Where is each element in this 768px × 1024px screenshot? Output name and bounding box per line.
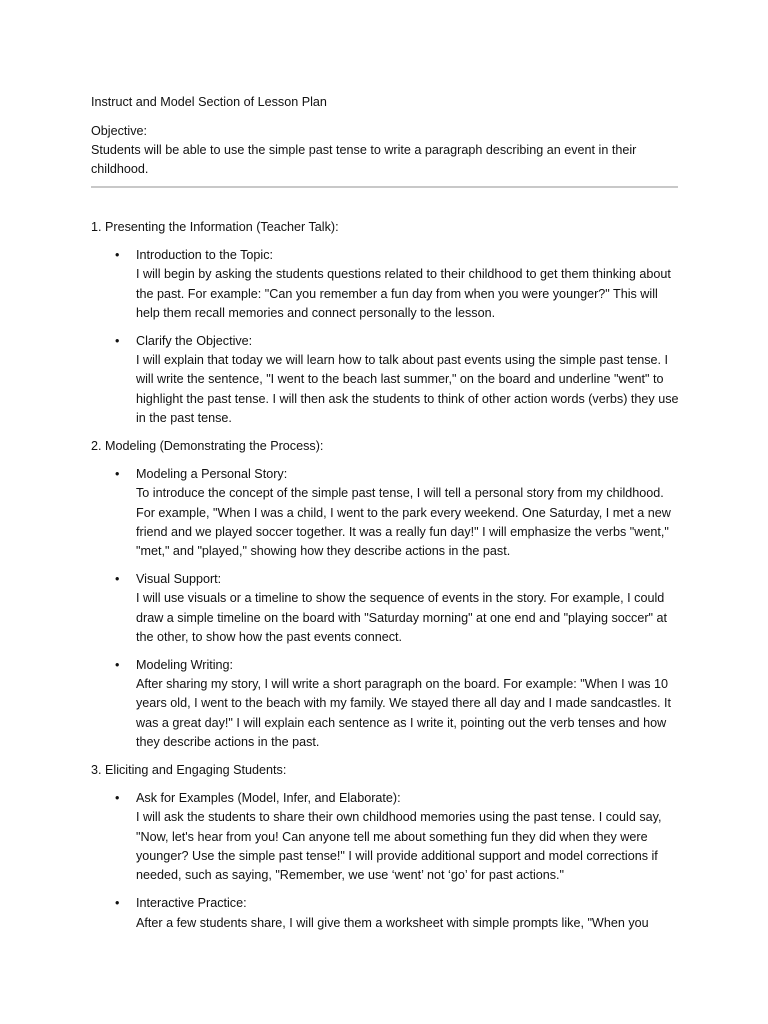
bullet-dot-icon: •: [115, 467, 120, 482]
item-body: After a few students share, I will give them a worksheet with simple prompts like, "When you: [136, 915, 649, 930]
bullet-dot-icon: •: [115, 572, 120, 587]
item-title: Ask for Examples (Model, Infer, and Elaborate):: [136, 791, 401, 806]
horizontal-divider: [91, 186, 678, 188]
bullet-dot-icon: •: [115, 658, 120, 673]
list-item: [91, 789, 691, 885]
item-body: To introduce the concept of the simple past tense, I will tell a personal story from my childhood. For example, "When I was a child, I went to the park every weekend. One Saturday, I met a new friend and we played soccer together. It was a really fun day!" I will emphasize the verbs "went," "met," and "played," showing how they describe actions in the past.: [136, 486, 671, 559]
item-title: Clarify the Objective:: [136, 334, 253, 349]
item-title: Introduction to the Topic:: [136, 248, 273, 263]
bullet-dot-icon: •: [115, 334, 120, 349]
bullet-dot-icon: •: [115, 896, 120, 911]
section-presenting: [91, 218, 691, 428]
section-modeling: [91, 437, 691, 752]
bullet-list: [91, 246, 691, 428]
bullet-list: [91, 465, 691, 752]
item-title: Modeling a Personal Story:: [136, 467, 288, 482]
bullet-dot-icon: •: [115, 791, 120, 806]
section-heading: 2. Modeling (Demonstrating the Process):: [91, 439, 324, 454]
item-body: I will use visuals or a timeline to show the sequence of events in the story. For example, I could draw a simple timeline on the board with "Saturday morning" at one end and "playing soccer" at the other, to show how the past events connect.: [136, 591, 668, 644]
bullet-dot-icon: •: [115, 248, 120, 263]
list-item: [91, 894, 691, 932]
item-title: Modeling Writing:: [136, 658, 234, 673]
item-body: I will ask the students to share their own childhood memories using the past tense. I could say, "Now, let's hear from you! Can anyone tell me about something fun they did when they were younger? Use the simple past tense!" I will provide additional support and model corrections if needed, such as saying, "Remember, we use ‘went’ not ‘go’ for past actions.": [136, 810, 662, 883]
document-title: Instruct and Model Section of Lesson Plan: [91, 95, 327, 109]
list-item: [91, 332, 691, 428]
list-item: [91, 465, 691, 561]
item-body: After sharing my story, I will write a short paragraph on the board. For example: "When I was 10 years old, I went to the beach with my family. We stayed there all day and I made sandcastles. It was a great day!" I will explain each sentence as I write it, pointing out the verb tenses and how they describe actions in the past.: [136, 677, 672, 749]
item-title: Visual Support:: [136, 572, 222, 587]
list-item: [91, 570, 691, 647]
objective-label: Objective:: [91, 124, 147, 138]
item-title: Interactive Practice:: [136, 896, 247, 911]
item-body: I will begin by asking the students questions related to their childhood to get them thinking about the past. For example: "Can you remember a fun day from when you were younger?" This will help them recall memories and connect personally to the lesson.: [136, 267, 671, 320]
objective-text: Students will be able to use the simple past tense to write a paragraph describing an event in their childhood.: [91, 143, 637, 177]
list-item: [91, 656, 691, 752]
section-heading: 3. Eliciting and Engaging Students:: [91, 763, 287, 778]
section-heading: 1. Presenting the Information (Teacher Talk):: [91, 220, 339, 234]
item-body: I will explain that today we will learn how to talk about past events using the simple past tense. I will write the sentence, "I went to the beach last summer," on the board and underline "went" to highlight the past tense. I will then ask the students to think of other action words (verbs) they use in the past tense.: [136, 353, 679, 425]
section-eliciting: [91, 761, 691, 933]
bullet-list: [91, 789, 691, 932]
list-item: [91, 246, 691, 323]
lesson-sections: [91, 218, 691, 942]
